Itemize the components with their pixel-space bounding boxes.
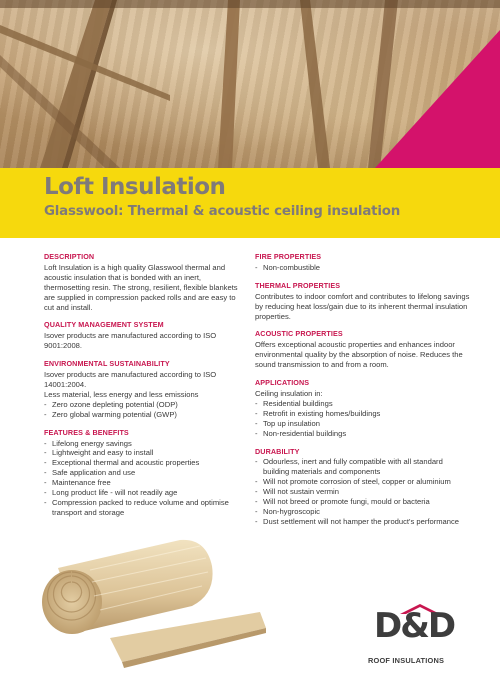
list-item: - Maintenance free	[44, 478, 244, 488]
environmental-section	[44, 359, 244, 419]
durability-section	[255, 447, 470, 527]
section-heading: ACOUSTIC PROPERTIES	[255, 329, 343, 339]
list-item: - Will not sustain vermin	[255, 487, 470, 497]
logo-mark: D&D	[374, 606, 455, 646]
thermal-section	[255, 281, 470, 322]
insulation-roll-photo	[30, 520, 270, 670]
list-item: - Will not breed or promote fungi, mould or bacteria	[255, 497, 470, 507]
loft-rafters-photo	[0, 0, 500, 168]
bullet-list	[44, 400, 244, 420]
page-title: Loft Insulation	[44, 174, 226, 200]
list-item: - Dust settlement will not hamper the product's performance	[255, 517, 470, 527]
list-item: - Compression packed to reduce volume and optimise transport and storage	[44, 498, 244, 518]
list-item: - Non-combustible	[255, 263, 470, 273]
list-item: - Safe application and use	[44, 468, 244, 478]
list-item: - Non-residential buildings	[255, 429, 470, 439]
list-item: - Odourless, inert and fully compatible with all standard building materials and components	[255, 457, 470, 477]
bullet-list	[255, 457, 470, 526]
section-text: Isover products are manufactured according to ISO 9001:2008.	[44, 331, 217, 351]
list-item: - Top up insulation	[255, 419, 470, 429]
list-item: - Lifelong energy savings	[44, 439, 244, 449]
list-item: - Residential buildings	[255, 399, 470, 409]
title-band	[0, 168, 500, 238]
quality-section	[44, 320, 244, 351]
section-heading: APPLICATIONS	[255, 378, 310, 388]
section-text: Less material, less energy and less emissions	[44, 389, 199, 399]
section-heading: FEATURES & BENEFITS	[44, 427, 129, 437]
acoustic-section	[255, 329, 470, 370]
section-text: Ceiling insulation in:	[255, 388, 323, 398]
logo-tagline: ROOF INSULATIONS	[368, 656, 445, 665]
list-item: - Will not promote corrosion of steel, copper or aluminium	[255, 477, 470, 487]
section-heading: THERMAL PROPERTIES	[255, 280, 341, 290]
list-item: - Zero ozone depleting potential (ODP)	[44, 400, 244, 410]
section-text: Contributes to indoor comfort and contributes to lifelong savings by reducing heat loss/gain due to its inherent thermal insulation properties.	[255, 291, 470, 321]
fire-section	[255, 252, 470, 273]
page-subtitle: Glasswool: Thermal & acoustic ceiling insulation	[44, 204, 401, 219]
section-heading: QUALITY MANAGEMENT SYSTEM	[44, 320, 164, 330]
list-item: - Zero global warming potential (GWP)	[44, 410, 244, 420]
section-heading: DURABILITY	[255, 446, 300, 456]
header-photo	[0, 0, 500, 168]
list-item: - Lightweight and easy to install	[44, 448, 244, 458]
features-section	[44, 428, 244, 518]
list-item: - Non-hygroscopic	[255, 507, 470, 517]
bullet-list	[255, 263, 470, 273]
bullet-list	[44, 439, 244, 518]
applications-section	[255, 378, 470, 438]
right-column	[255, 252, 470, 535]
list-item: - Exceptional thermal and acoustic properties	[44, 458, 244, 468]
section-heading: DESCRIPTION	[44, 252, 95, 261]
section-text: Loft Insulation is a high quality Glasswool thermal and acoustic insulation that is bonded with an inert, thermosetting resin. The strong, resilient, flexible blankets are supplied in compression packed rolls and are easy to cut and install.	[44, 262, 238, 312]
section-heading: ENVIRONMENTAL SUSTAINABILITY	[44, 359, 170, 369]
dd-logo	[368, 606, 472, 670]
section-text: Isover products are manufactured according to ISO 14001:2004.	[44, 370, 217, 389]
section-text: Offers exceptional acoustic properties and enhances indoor environmental quality by the absorption of noise. Reduces the sound transmission to and from a room.	[255, 340, 463, 370]
list-item: - Long product life - will not readily age	[44, 488, 244, 498]
list-item: - Retrofit in existing homes/buildings	[255, 409, 470, 419]
bullet-list	[255, 399, 470, 439]
left-column	[44, 252, 244, 526]
section-heading: FIRE PROPERTIES	[255, 252, 322, 261]
description-section	[44, 252, 244, 312]
